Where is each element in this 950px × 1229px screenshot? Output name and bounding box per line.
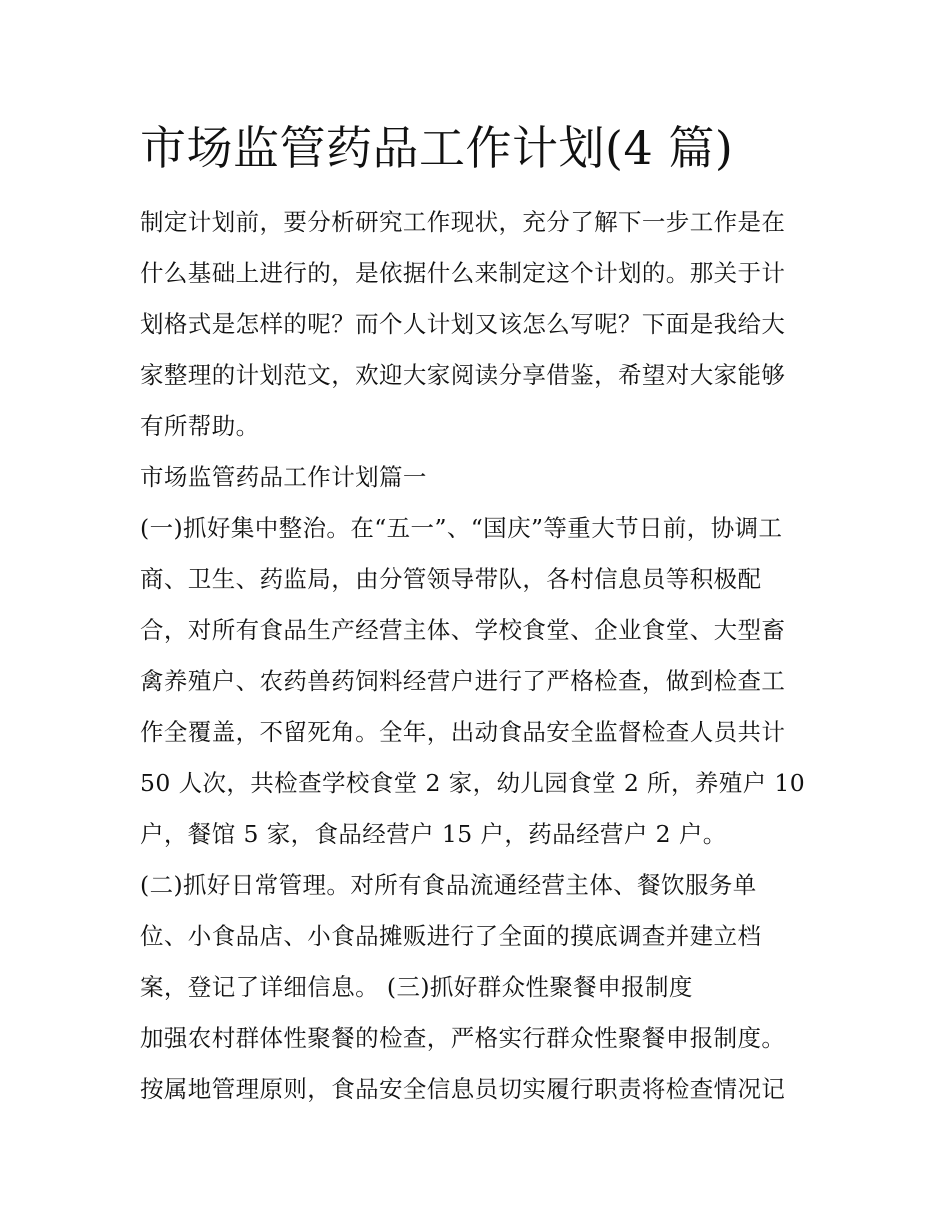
text-line-2: 商、卫生、药监局，由分管领导带队，各村信息员等积极配 <box>140 565 762 593</box>
text-line-intro-4: 家整理的计划范文，欢迎大家阅读分享借鉴，希望对大家能够 <box>140 361 786 389</box>
text-line-intro-2: 什么基础上进行的，是依据什么来制定这个计划的。那关于计 <box>140 259 786 287</box>
text-line-9: 位、小食品店、小食品摊贩进行了全面的摸底调查并建立档 <box>140 922 762 950</box>
document-title: 市场监管药品工作计划(4 篇) <box>140 121 734 175</box>
text-line-8: (二)抓好日常管理。对所有食品流通经营主体、餐饮服务单 <box>140 871 757 899</box>
section-heading-1: 市场监管药品工作计划篇一 <box>140 463 427 491</box>
text-line-11: 加强农村群体性聚餐的检查，严格实行群众性聚餐申报制度。 <box>140 1024 786 1052</box>
text-line-1: (一)抓好集中整治。在“五一”、“国庆”等重大节日前，协调工 <box>140 514 783 542</box>
text-line-3: 合，对所有食品生产经营主体、学校食堂、企业食堂、大型畜 <box>140 616 786 644</box>
text-line-5: 作全覆盖，不留死角。全年，出动食品安全监督检查人员共计 <box>140 718 786 746</box>
text-line-12: 按属地管理原则，食品安全信息员切实履行职责将检查情况记 <box>140 1075 786 1103</box>
text-line-intro-1: 制定计划前，要分析研究工作现状，充分了解下一步工作是在 <box>140 208 786 236</box>
text-line-10: 案，登记了详细信息。 (三)抓好群众性聚餐申报制度 <box>140 973 693 1001</box>
text-line-7: 户，餐馆 5 家，食品经营户 15 户，药品经营户 2 户。 <box>140 820 727 848</box>
text-line-4: 禽养殖户、农药兽药饲料经营户进行了严格检查，做到检查工 <box>140 667 786 695</box>
text-line-6: 50 人次，共检查学校食堂 2 家，幼儿园食堂 2 所，养殖户 10 <box>140 769 806 797</box>
text-line-intro-3: 划格式是怎样的呢？而个人计划又该怎么写呢？下面是我给大 <box>140 310 786 338</box>
text-line-intro-5: 有所帮助。 <box>140 412 260 440</box>
